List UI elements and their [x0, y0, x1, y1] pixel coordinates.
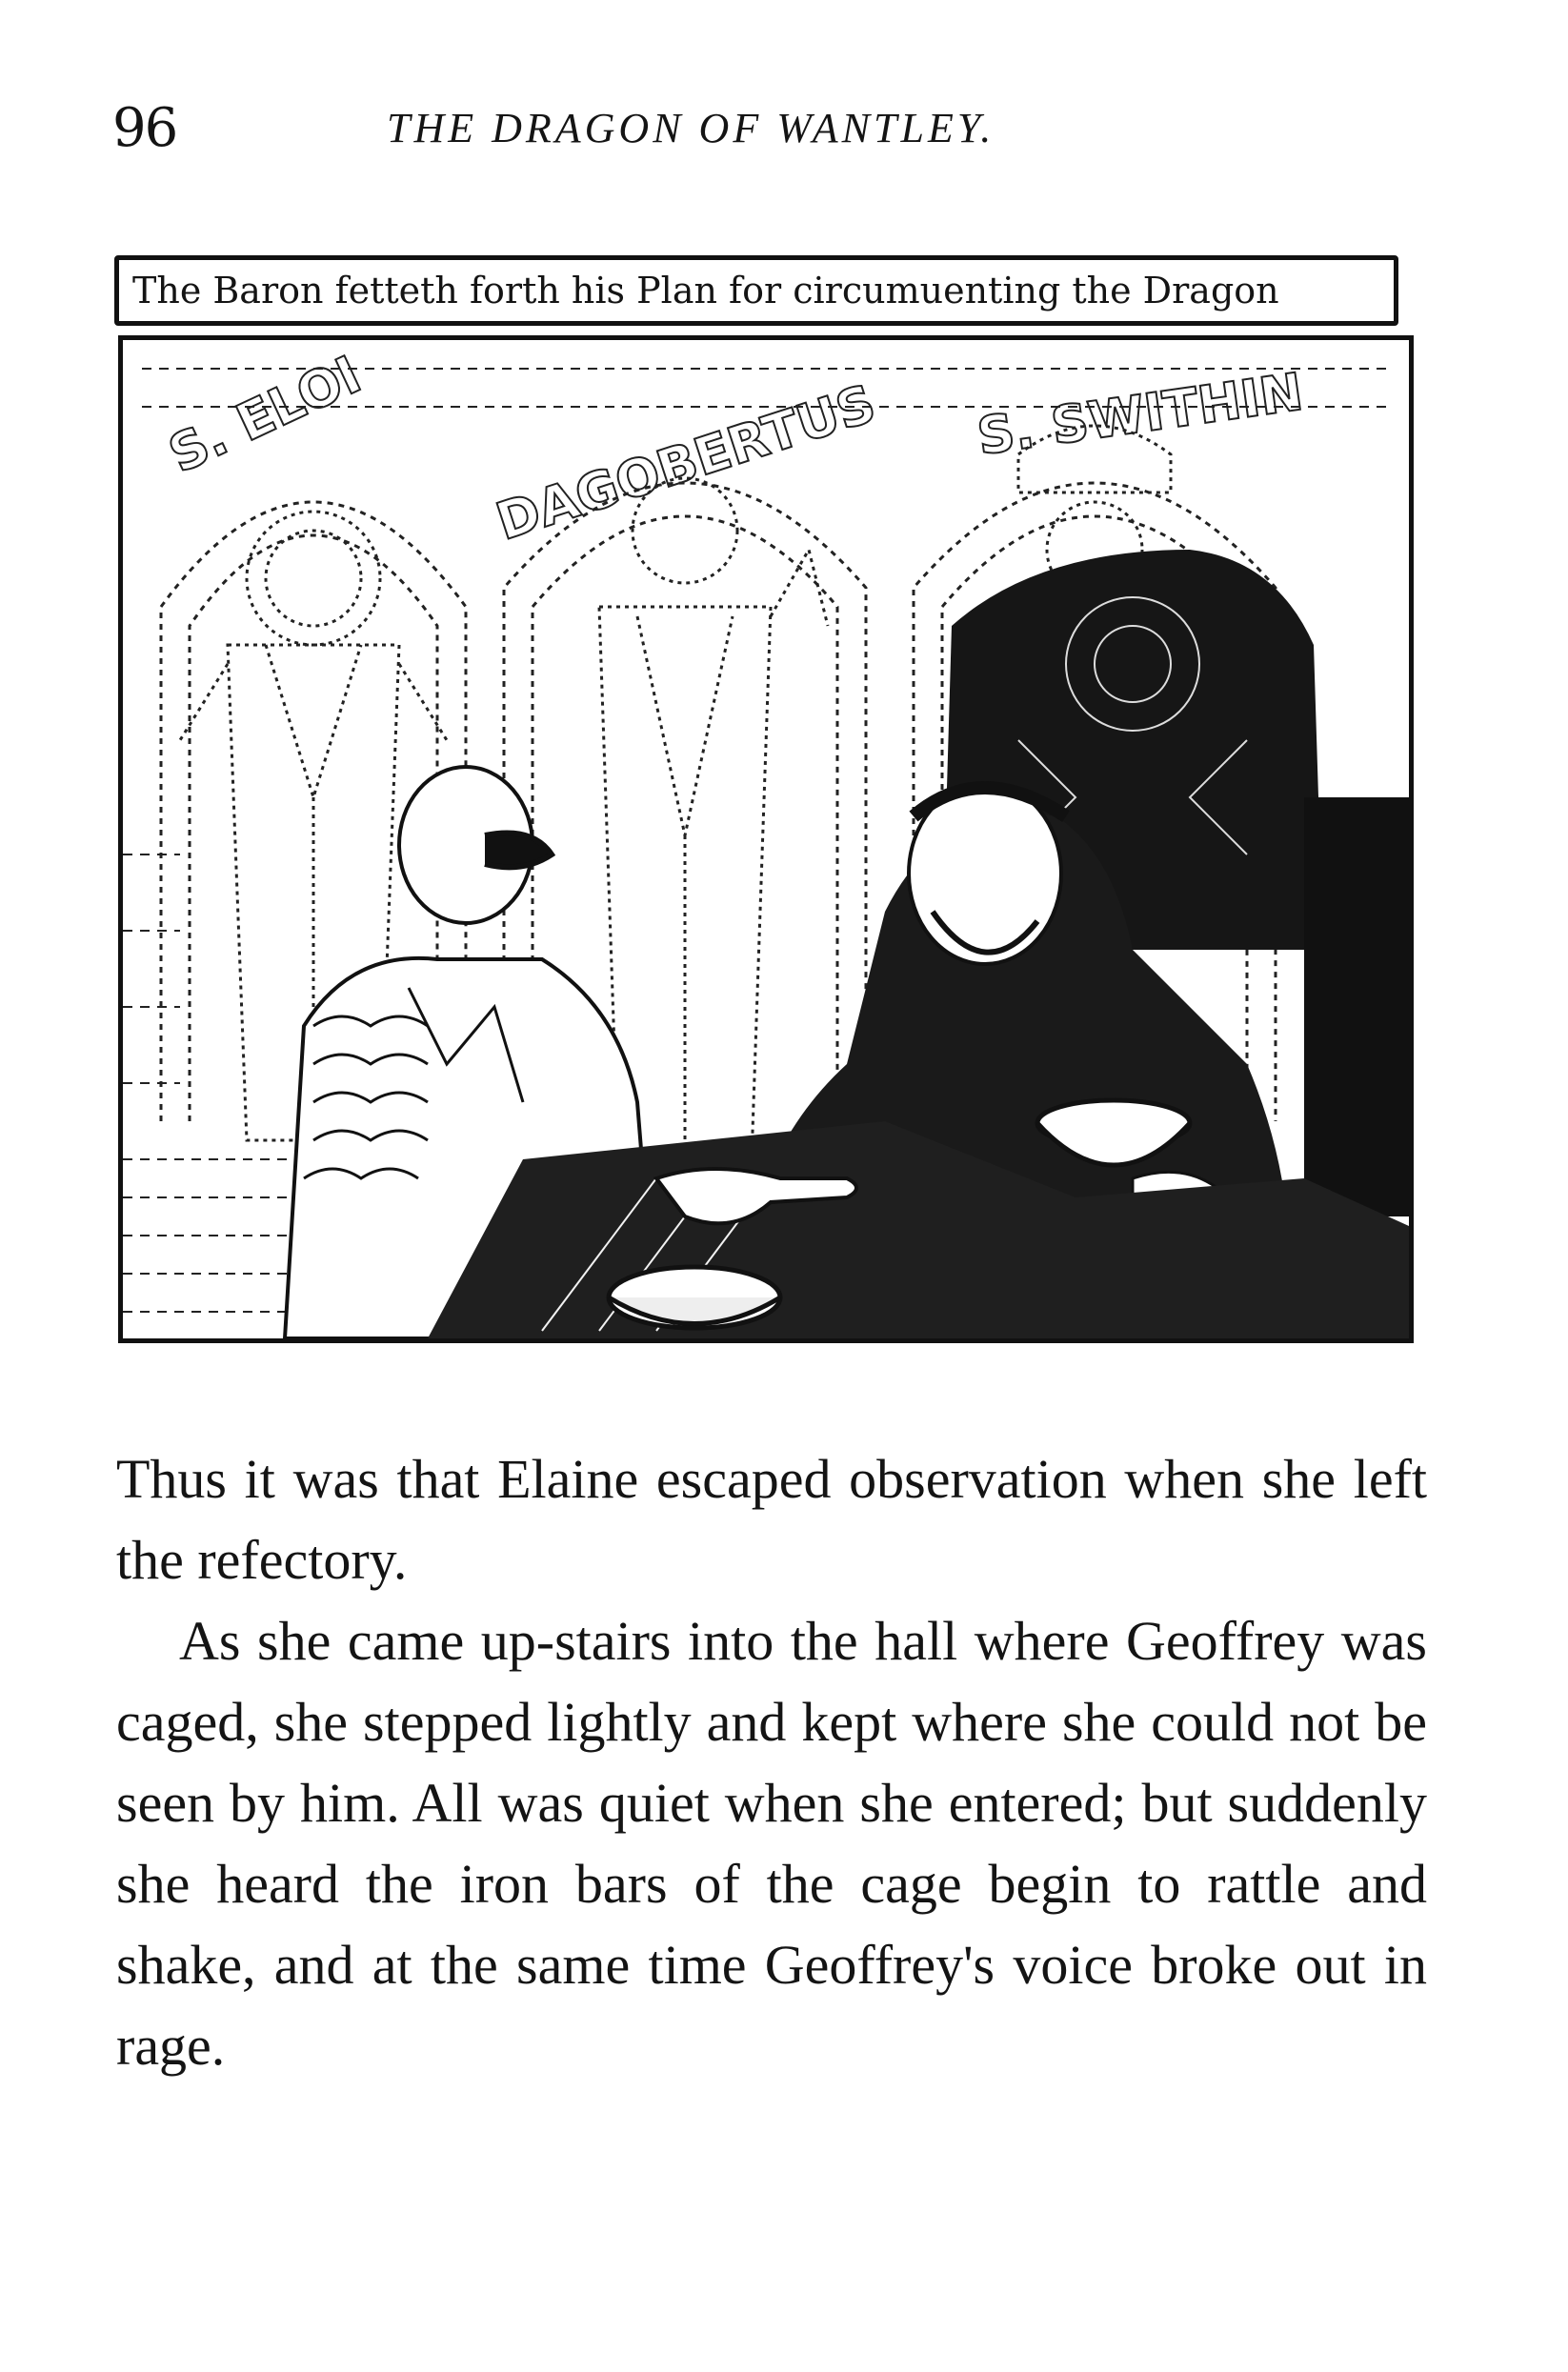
illustration-caption: The Baron fetteth forth his Plan for circumuenting the Dragon — [114, 255, 1398, 326]
inscription-left: S. ELOI — [159, 344, 371, 485]
paragraph: As she came up-stairs into the hall where Geoffrey was caged, she stepped lightly and kept where she could not be seen by him. All was quiet when she entered; but suddenly she heard the iron bars of the cage begin to rattle and shake, and at the same time Geoffrey's voice broke out in rage. — [116, 1610, 1427, 2077]
running-head — [112, 95, 1427, 162]
illustration — [118, 335, 1414, 1343]
running-title: THE DRAGON OF WANTLEY. — [387, 105, 995, 151]
page-number: 96 — [112, 97, 177, 159]
illustration-drawing — [123, 340, 1409, 1338]
inscription-right: S. SWITHIN — [974, 361, 1307, 467]
paragraph: Thus it was that Elaine escaped observation when she left the refectory. — [116, 1448, 1427, 1591]
inscription-center: DAGOBERTUS — [489, 372, 883, 553]
body-text — [116, 1438, 1427, 2086]
